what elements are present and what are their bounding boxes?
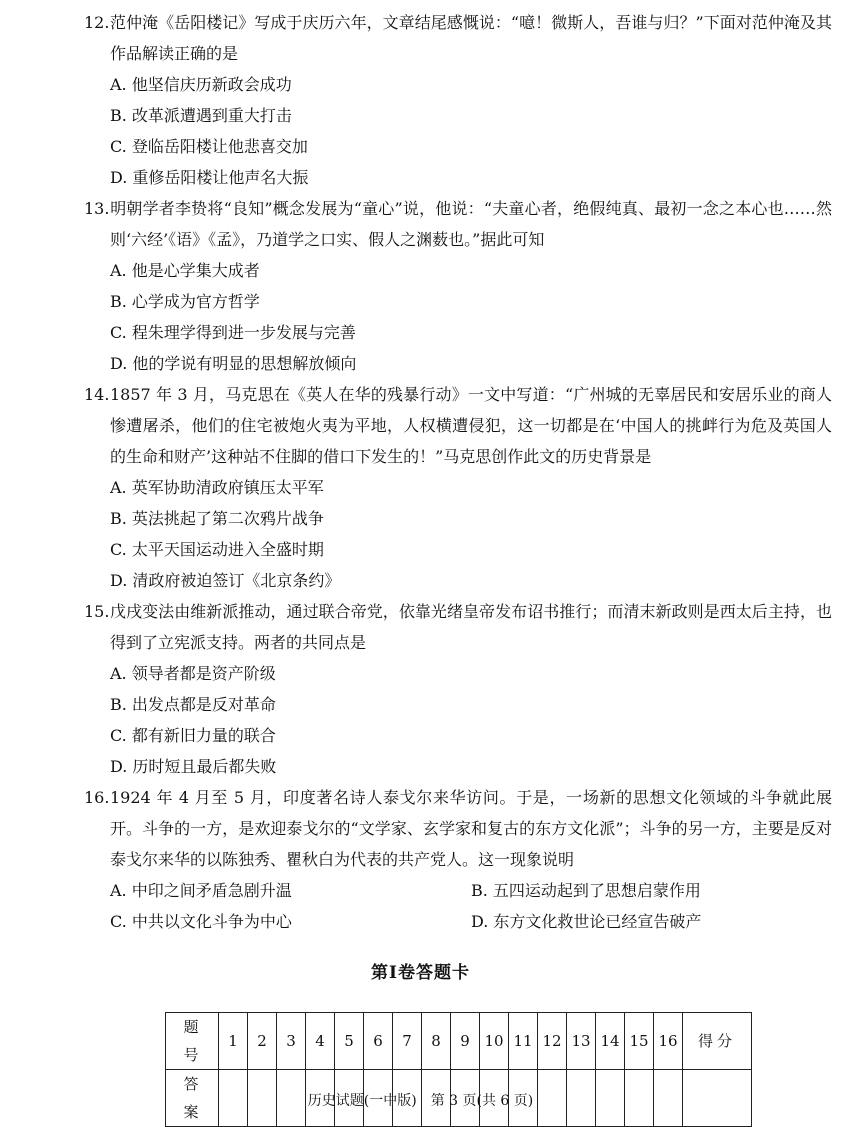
score-label: 得分 [683, 1013, 752, 1070]
option-a: A. 领导者都是资产阶级 [110, 664, 276, 683]
question-stem: 明朝学者李贽将“良知”概念发展为“童心”说，他说：“夫童心者，绝假纯真、最初一念之本心也……然则‘六经’《语》《孟》，乃道学之口实、假人之渊薮也。”据此可知 [110, 199, 832, 249]
option-a: A. 他坚信庆历新政会成功 [110, 75, 292, 94]
question-15 [84, 596, 832, 782]
option-d: D. 重修岳阳楼让他声名大振 [110, 168, 309, 187]
question-list [84, 7, 832, 937]
option-row [84, 906, 832, 937]
option-c: C. 登临岳阳楼让他悲喜交加 [110, 137, 308, 156]
number-cell: 1 [219, 1013, 248, 1070]
question-16 [84, 782, 832, 937]
question-14 [84, 379, 832, 596]
page-footer: 历史试题(一中版) 第 3 页(共 6 页) [307, 1093, 534, 1109]
number-cell: 11 [509, 1013, 538, 1070]
option-b: B. 五四运动起到了思想启蒙作用 [471, 881, 701, 900]
option-b: B. 改革派遭遇到重大打击 [110, 106, 292, 125]
option-d: D. 他的学说有明显的思想解放倾向 [110, 354, 357, 373]
option-d: D. 历时短且最后都失败 [110, 757, 277, 776]
question-number: 15. [84, 602, 110, 621]
question-stem: 范仲淹《岳阳楼记》写成于庆历六年，文章结尾感慨说：“噫！微斯人，吾谁与归？”下面对范仲淹及其作品解读正确的是 [110, 13, 832, 63]
option-a: A. 他是心学集大成者 [110, 261, 260, 280]
option-c: C. 太平天国运动进入全盛时期 [110, 540, 324, 559]
option-a: A. 英军协助清政府镇压太平军 [110, 478, 324, 497]
question-number-row [166, 1013, 752, 1070]
question-stem: 1857 年 3 月，马克思在《英人在华的残暴行动》一文中写道：“广州城的无辜居民和安居乐业的商人惨遭屠杀，他们的住宅被炮火夷为平地，人权横遭侵犯，这一切都是在‘中国人的挑衅行为危及英国人的生命和财产’这种站不住脚的借口下发生的！”马克思创作此文的历史背景是 [110, 385, 832, 466]
number-cell: 9 [451, 1013, 480, 1070]
answer-card-title: 第Ⅰ卷答题卡 [371, 963, 470, 983]
number-cell: 10 [480, 1013, 509, 1070]
number-cell: 3 [277, 1013, 306, 1070]
question-number: 13. [84, 199, 110, 218]
number-cell: 2 [248, 1013, 277, 1070]
option-d: D. 东方文化救世论已经宣告破产 [471, 912, 702, 931]
option-a: A. 中印之间矛盾急剧升温 [110, 881, 292, 900]
number-cell: 6 [364, 1013, 393, 1070]
row-label-answer: 答 案 [166, 1070, 219, 1127]
option-d: D. 清政府被迫签订《北京条约》 [110, 571, 341, 590]
number-cell: 7 [393, 1013, 422, 1070]
option-b: B. 英法挑起了第二次鸦片战争 [110, 509, 324, 528]
option-b: B. 心学成为官方哲学 [110, 292, 260, 311]
number-cell: 12 [538, 1013, 567, 1070]
option-c: C. 中共以文化斗争为中心 [110, 912, 292, 931]
number-cell: 5 [335, 1013, 364, 1070]
question-number: 14. [84, 385, 110, 404]
number-cell: 13 [567, 1013, 596, 1070]
number-cell: 16 [654, 1013, 683, 1070]
option-c: C. 都有新旧力量的联合 [110, 726, 276, 745]
number-cell: 4 [306, 1013, 335, 1070]
row-label-number: 题 号 [166, 1013, 219, 1070]
question-stem: 戊戌变法由维新派推动，通过联合帝党，依靠光绪皇帝发布诏书推行；而清末新政则是西太后主持，也得到了立宪派支持。两者的共同点是 [110, 602, 832, 652]
number-cell: 8 [422, 1013, 451, 1070]
question-number: 16. [84, 788, 110, 807]
option-c: C. 程朱理学得到进一步发展与完善 [110, 323, 356, 342]
question-12 [84, 7, 832, 193]
question-number: 12. [84, 13, 110, 32]
option-b: B. 出发点都是反对革命 [110, 695, 276, 714]
option-row [84, 875, 832, 906]
number-cell: 15 [625, 1013, 654, 1070]
question-stem: 1924 年 4 月至 5 月，印度著名诗人泰戈尔来华访问。于是，一场新的思想文化领域的斗争就此展开。斗争的一方，是欢迎泰戈尔的“文学家、玄学家和复古的东方文化派”；斗争的另一方，主要是反对泰戈尔来华的以陈独秀、瞿秋白为代表的共产党人。这一现象说明 [110, 788, 832, 869]
question-13 [84, 193, 832, 379]
number-cell: 14 [596, 1013, 625, 1070]
